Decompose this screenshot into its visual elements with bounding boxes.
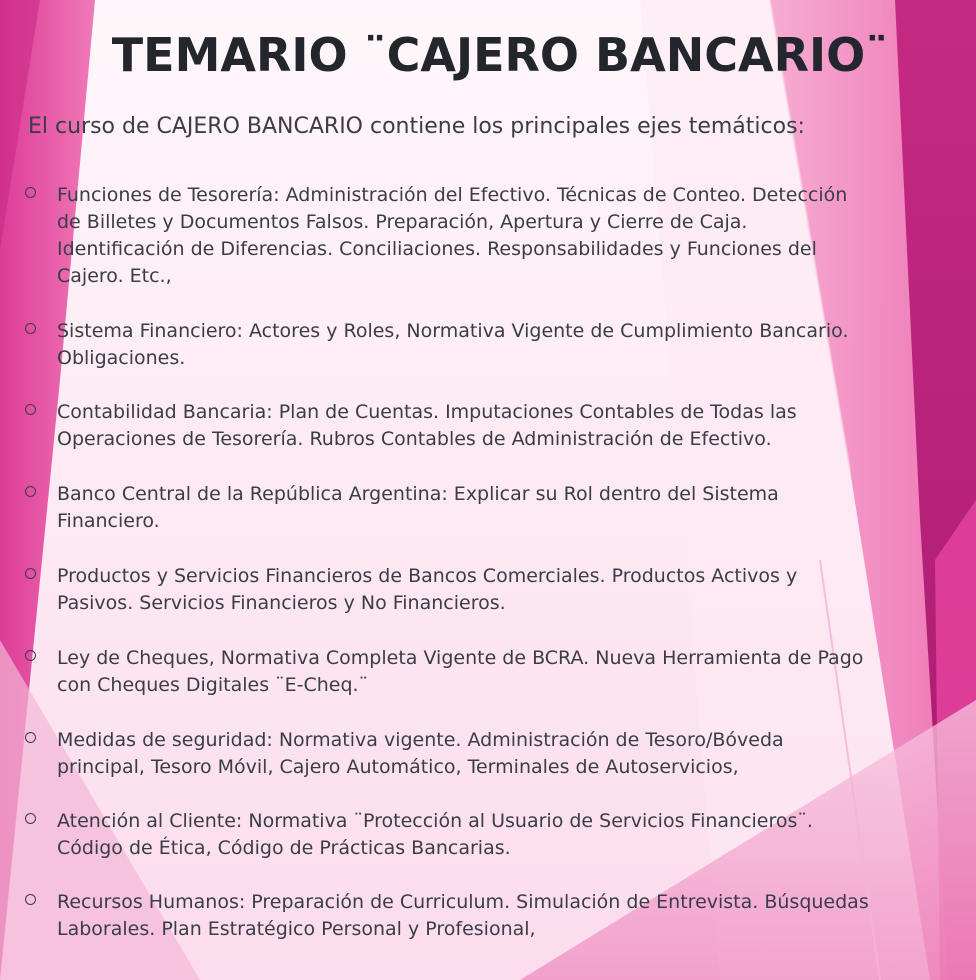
- list-item-text: Recursos Humanos: Preparación de Curriculum. Simulación de Entrevista. Búsquedas Laborales. Plan Estratégico Personal y Profesional,: [57, 891, 869, 940]
- list-item-text: Sistema Financiero: Actores y Roles, Normativa Vigente de Cumplimiento Bancario. Obligaciones.: [57, 320, 849, 369]
- document-title: TEMARIO ¨CAJERO BANCARIO¨: [111, 28, 889, 82]
- list-item-text: Banco Central de la República Argentina: Explicar su Rol dentro del Sistema Financiero.: [57, 483, 779, 532]
- bullet-icon: [25, 650, 36, 661]
- list-item-text: Funciones de Tesorería: Administración del Efectivo. Técnicas de Conteo. Detección de Billetes y Documentos Falsos. Preparación, Apertura y Cierre de Caja. Identificación de Diferencias. Conciliaciones. Responsabilidades y Funciones del Cajero. Etc.,: [57, 184, 848, 287]
- bullet-icon: [25, 404, 36, 415]
- bullet-icon: [25, 732, 36, 743]
- bullet-icon: [25, 568, 36, 579]
- list-item-text: Atención al Cliente: Normativa ¨Protección al Usuario de Servicios Financieros¨. Código de Ética, Código de Prácticas Bancarias.: [57, 810, 813, 859]
- list-item-text: Productos y Servicios Financieros de Bancos Comerciales. Productos Activos y Pasivos. Servicios Financieros y No Financieros.: [57, 565, 798, 614]
- intro-text: El curso de CAJERO BANCARIO contiene los principales ejes temáticos:: [28, 114, 805, 139]
- bullet-icon: [25, 486, 36, 497]
- list-item-text: Medidas de seguridad: Normativa vigente. Administración de Tesoro/Bóveda principal, Tesoro Móvil, Cajero Automático, Terminales de Autoservicios,: [57, 729, 784, 778]
- bullet-icon: [25, 813, 36, 824]
- bullet-icon: [25, 323, 36, 334]
- list-item-text: Ley de Cheques, Normativa Completa Vigente de BCRA. Nueva Herramienta de Pago con Cheques Digitales ¨E-Cheq.¨: [57, 647, 864, 696]
- bullet-icon: [25, 894, 36, 905]
- bullet-icon: [25, 187, 36, 198]
- list-item-text: Contabilidad Bancaria: Plan de Cuentas. Imputaciones Contables de Todas las Operaciones de Tesorería. Rubros Contables de Administración de Efectivo.: [57, 401, 797, 450]
